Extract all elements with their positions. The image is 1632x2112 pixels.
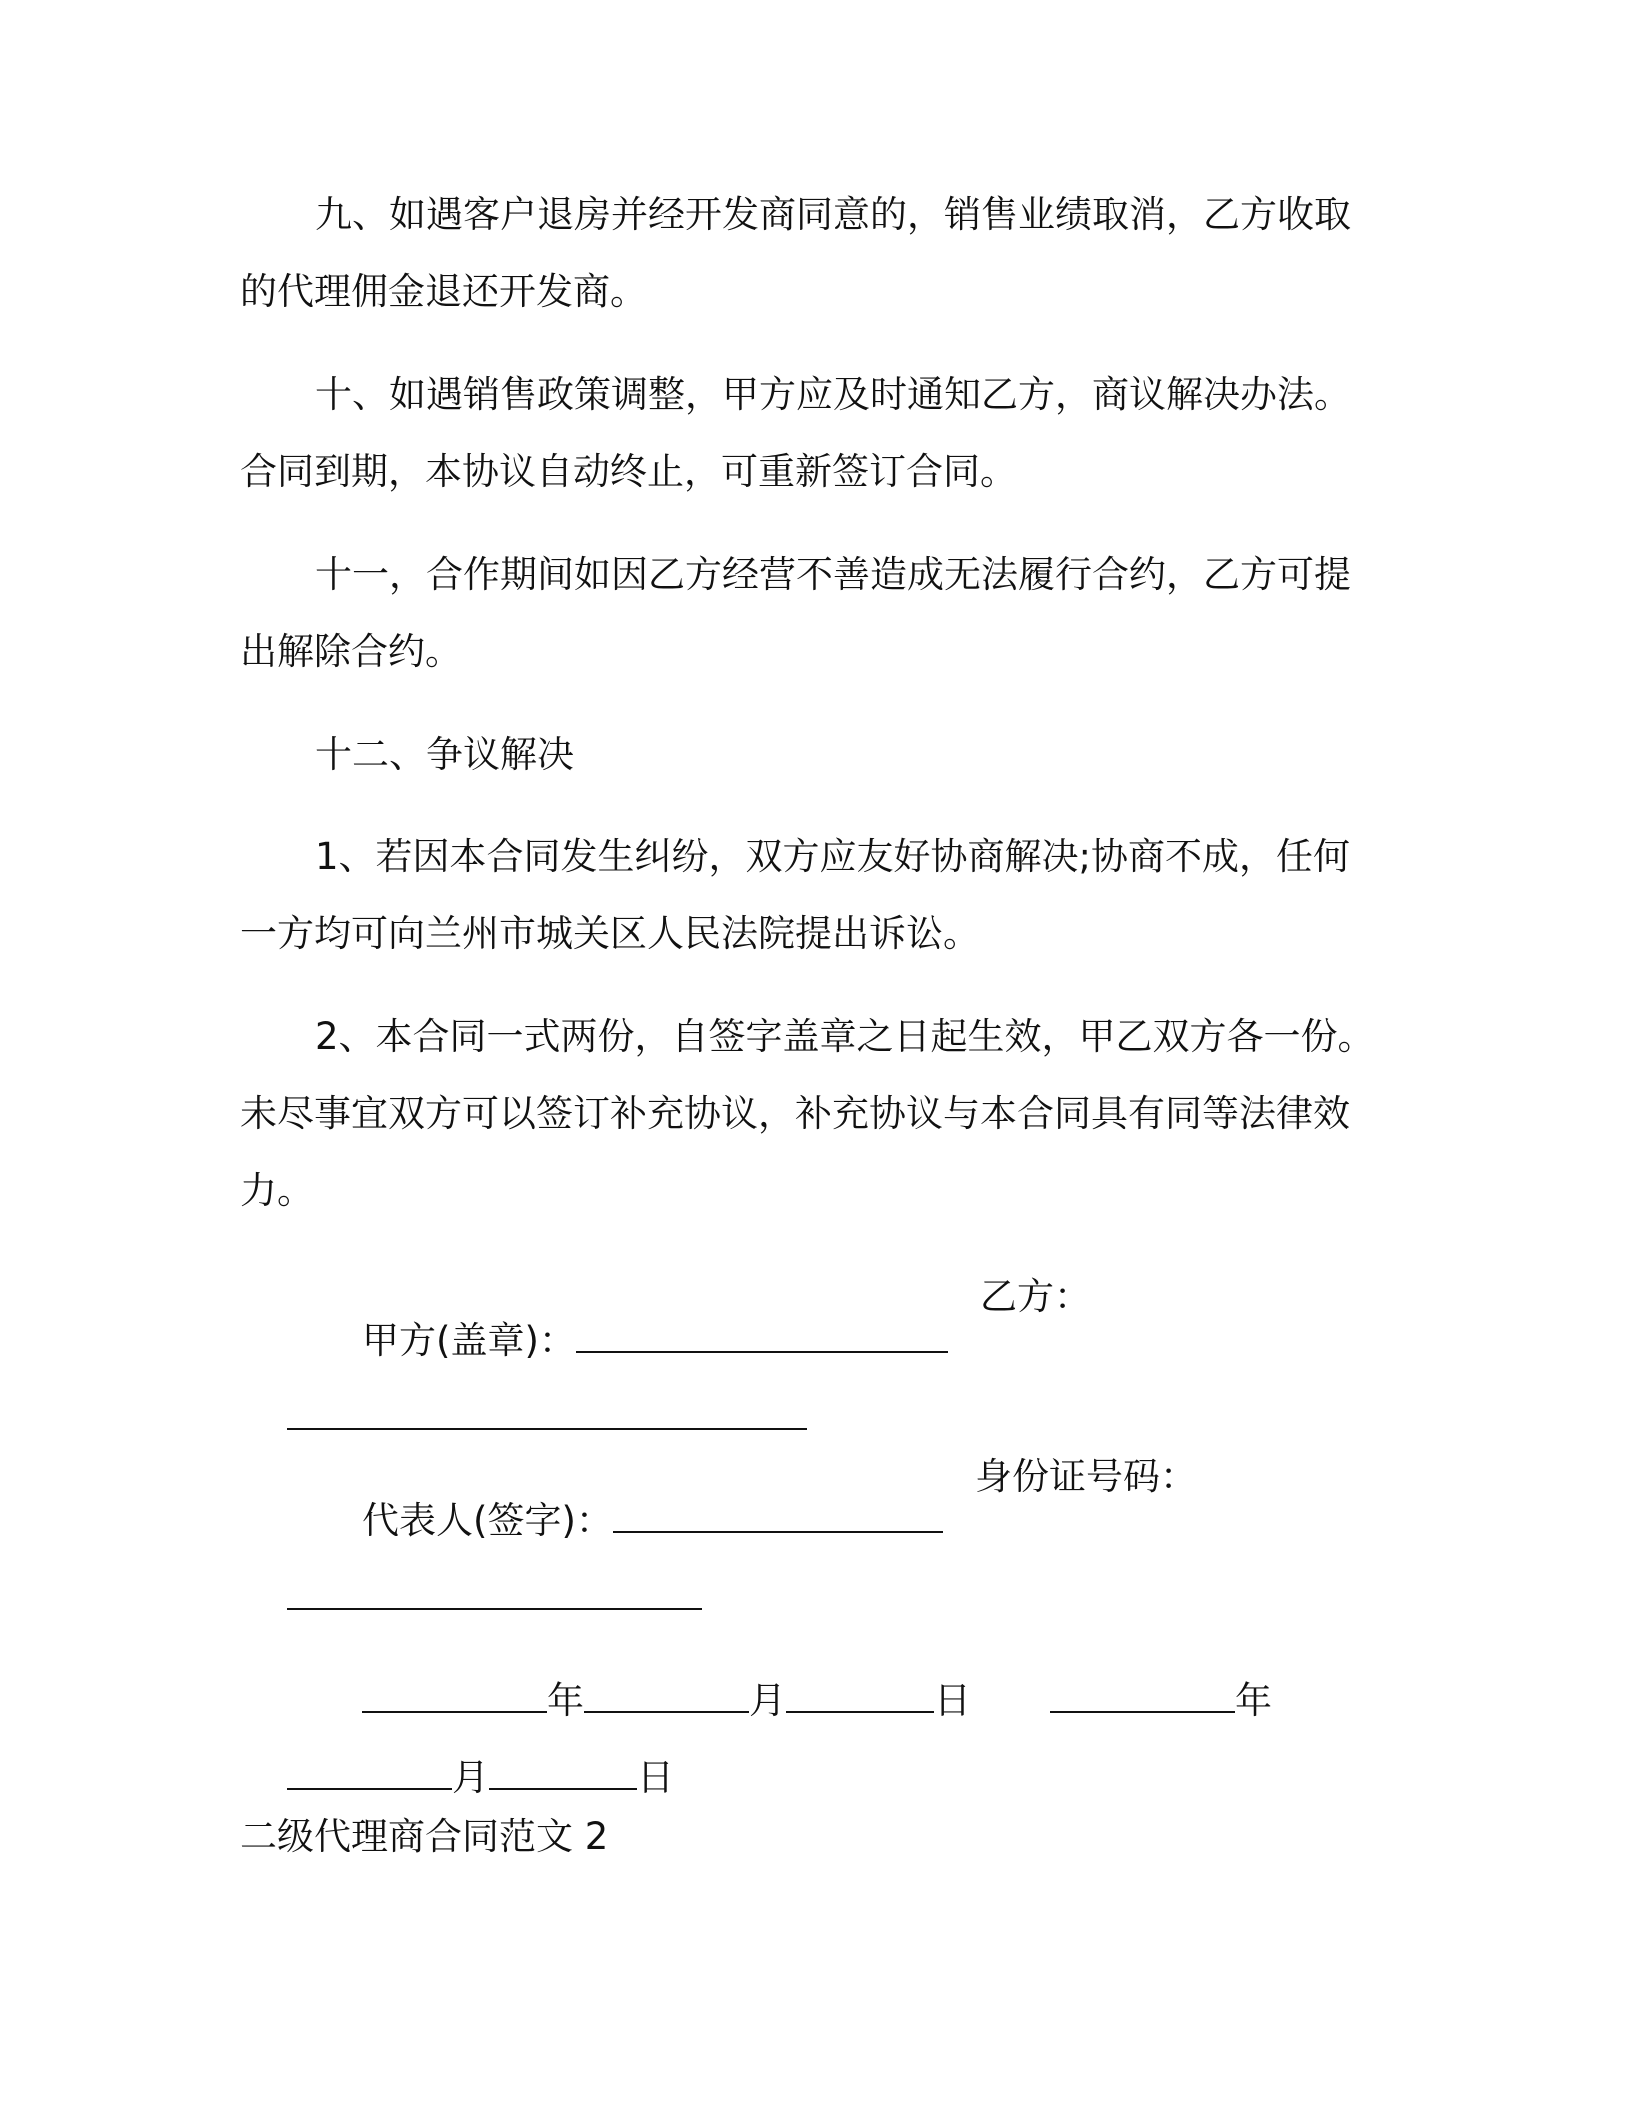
date-b-day-blank[interactable] [489, 1758, 637, 1790]
date-a-month-label: 月 [749, 1679, 787, 1722]
paragraph-11-line-1: 十一，合作期间如因乙方经营不善造成无法履行合约，乙方可提 [315, 553, 1351, 596]
paragraph-12-1-line-1: 1、若因本合同发生纠纷，双方应友好协商解决;协商不成，任何 [315, 835, 1351, 878]
party-a-label: 甲方(盖章)： [362, 1319, 576, 1362]
party-b-label: 乙方： [980, 1275, 1091, 1318]
date-b-month-label: 月 [452, 1756, 490, 1799]
id-number-blank[interactable] [287, 1578, 702, 1610]
representative-signature-blank[interactable] [613, 1501, 943, 1533]
paragraph-11-line-2: 出解除合约。 [240, 630, 462, 673]
paragraph-12-1-line-2: 一方均可向兰州市城关区人民法院提出诉讼。 [240, 912, 980, 955]
date-a-year-label: 年 [547, 1679, 585, 1722]
paragraph-9-line-2: 的代理佣金退还开发商。 [240, 270, 647, 313]
id-number-label: 身份证号码： [975, 1455, 1197, 1498]
date-a-year-blank[interactable] [362, 1681, 547, 1713]
representative-label: 代表人(签字)： [362, 1499, 613, 1542]
paragraph-12-heading: 十二、争议解决 [315, 733, 574, 776]
date-a-day-label: 日 [934, 1679, 972, 1722]
paragraph-9-line-1: 九、如遇客户退房并经开发商同意的，销售业绩取消，乙方收取 [315, 193, 1351, 236]
party-a-seal-blank[interactable] [576, 1321, 948, 1353]
paragraph-12-2-line-2: 未尽事宜双方可以签订补充协议，补充协议与本合同具有同等法律效 [240, 1092, 1350, 1135]
paragraph-12-2-line-3: 力。 [240, 1169, 314, 1212]
date-b-day-label: 日 [637, 1756, 675, 1799]
date-b-year-row [1003, 1635, 1272, 1767]
paragraph-12-2-line-1: 2、本合同一式两份，自签字盖章之日起生效，甲乙双方各一份。 [315, 1015, 1375, 1058]
date-b-year-label: 年 [1235, 1679, 1273, 1722]
party-b-blank[interactable] [287, 1398, 807, 1430]
date-b-month-blank[interactable] [287, 1758, 452, 1790]
paragraph-10-line-1: 十、如遇销售政策调整，甲方应及时通知乙方，商议解决办法。 [315, 373, 1351, 416]
next-document-title: 二级代理商合同范文 2 [240, 1815, 609, 1858]
paragraph-10-line-2: 合同到期，本协议自动终止，可重新签订合同。 [240, 450, 1017, 493]
date-b-year-blank[interactable] [1050, 1681, 1235, 1713]
date-a-day-blank[interactable] [786, 1681, 934, 1713]
date-a-month-blank[interactable] [584, 1681, 749, 1713]
